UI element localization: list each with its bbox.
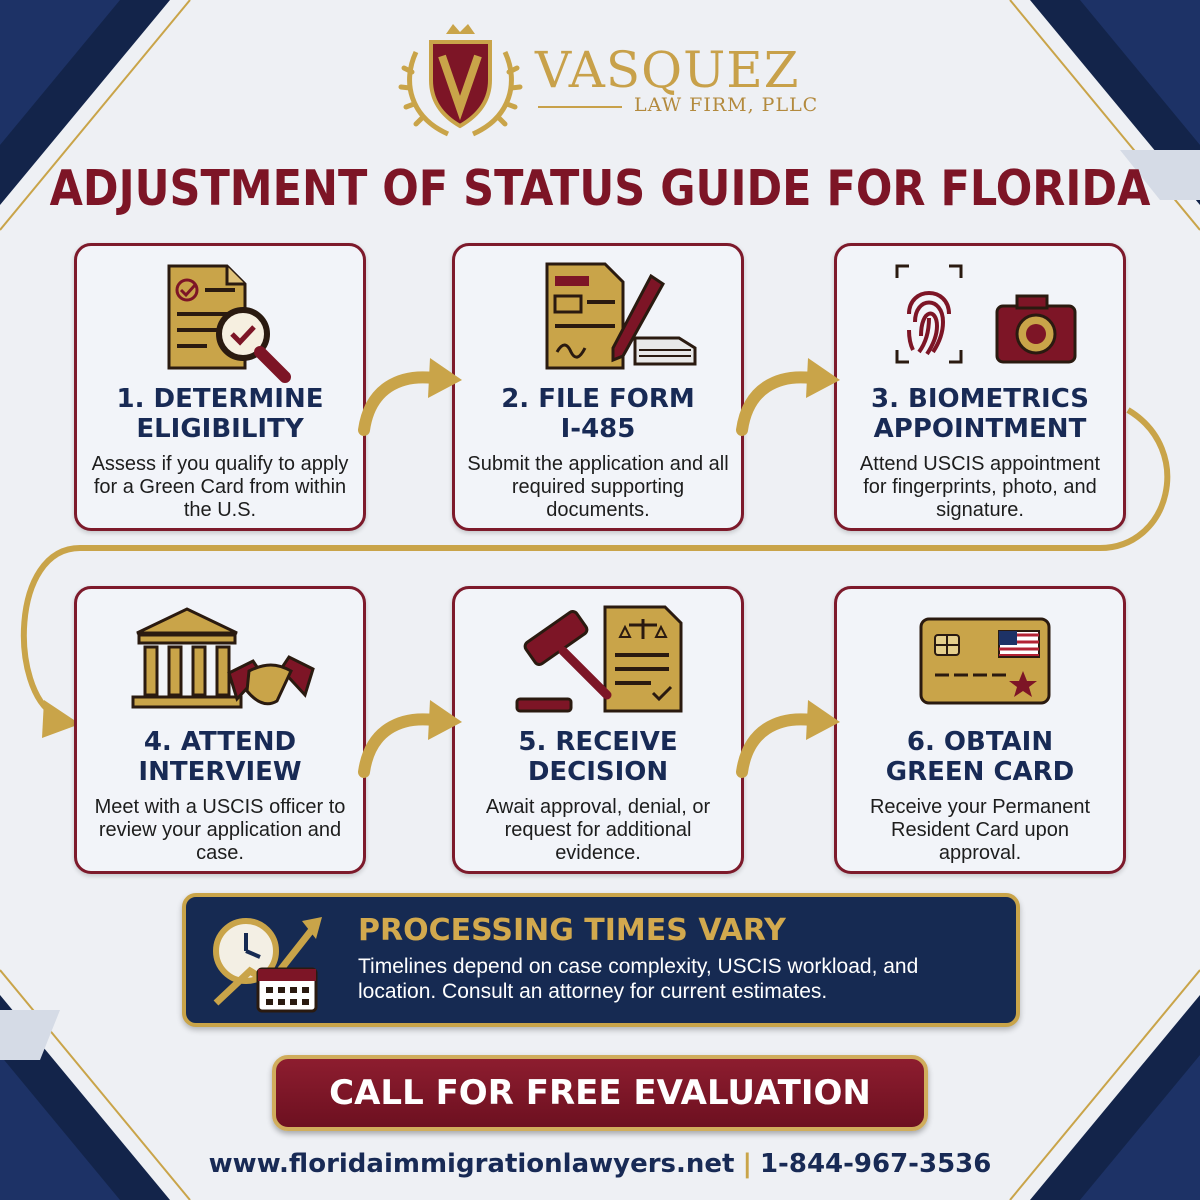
page-title: ADJUSTMENT OF STATUS GUIDE FOR FLORIDA (49, 160, 1151, 218)
step-card-6 (834, 586, 1126, 874)
courthouse-handshake-icon (77, 599, 363, 727)
firm-subtitle: LAW FIRM, PLLC (634, 94, 819, 116)
step-description: Attend USCIS appointment for fingerprints, photo, and signature. (859, 453, 1101, 521)
document-magnifier-icon (77, 256, 363, 384)
step-card-3 (834, 243, 1126, 531)
contact-separator: | (742, 1149, 752, 1179)
arrow-right-icon (734, 348, 844, 438)
arrow-right-icon (356, 348, 466, 438)
processing-title: PROCESSING TIMES VARY (358, 913, 786, 948)
step-title: 4. ATTEND INTERVIEW (138, 727, 302, 787)
arrow-right-icon (356, 690, 466, 780)
processing-times-banner (182, 893, 1020, 1027)
step-card-5 (452, 586, 744, 874)
firm-name: VASQUEZ (535, 41, 800, 99)
step-title: 5. RECEIVE DECISION (518, 727, 678, 787)
website-link[interactable]: www.floridaimmigrationlawyers.net (208, 1149, 735, 1179)
contact-line (0, 1146, 1200, 1182)
phone-number[interactable]: 1-844-967-3536 (759, 1149, 992, 1179)
clock-calendar-icon (206, 907, 326, 1015)
step-card-4 (74, 586, 366, 874)
step-title: 3. BIOMETRICS APPOINTMENT (871, 384, 1089, 444)
step-title: 6. OBTAIN GREEN CARD (885, 727, 1075, 787)
step-description: Await approval, denial, or request for additional evidence. (485, 796, 711, 864)
step-description: Receive your Permanent Resident Card upon approval. (869, 796, 1091, 864)
fingerprint-camera-icon (837, 256, 1123, 384)
free-evaluation-button[interactable]: CALL FOR FREE EVALUATION (272, 1055, 928, 1131)
arrow-right-icon (734, 690, 844, 780)
step-title: 2. FILE FORM I-485 (501, 384, 695, 444)
gavel-document-icon (455, 599, 741, 727)
crest-emblem-icon (398, 22, 523, 142)
step-description: Meet with a USCIS officer to review your application and case. (94, 796, 346, 864)
step-card-1 (74, 243, 366, 531)
firm-logo (398, 22, 819, 142)
step-description: Assess if you qualify to apply for a Green Card from within the U.S. (91, 453, 349, 521)
step-description: Submit the application and all required supporting documents. (467, 453, 729, 521)
logo-divider (538, 106, 622, 108)
processing-text: Timelines depend on case complexity, USCIS workload, and location. Consult an attorney for current estimates. (358, 955, 919, 1003)
form-pen-icon (455, 256, 741, 384)
step-title: 1. DETERMINE ELIGIBILITY (116, 384, 324, 444)
step-card-2 (452, 243, 744, 531)
green-card-icon (837, 599, 1123, 727)
